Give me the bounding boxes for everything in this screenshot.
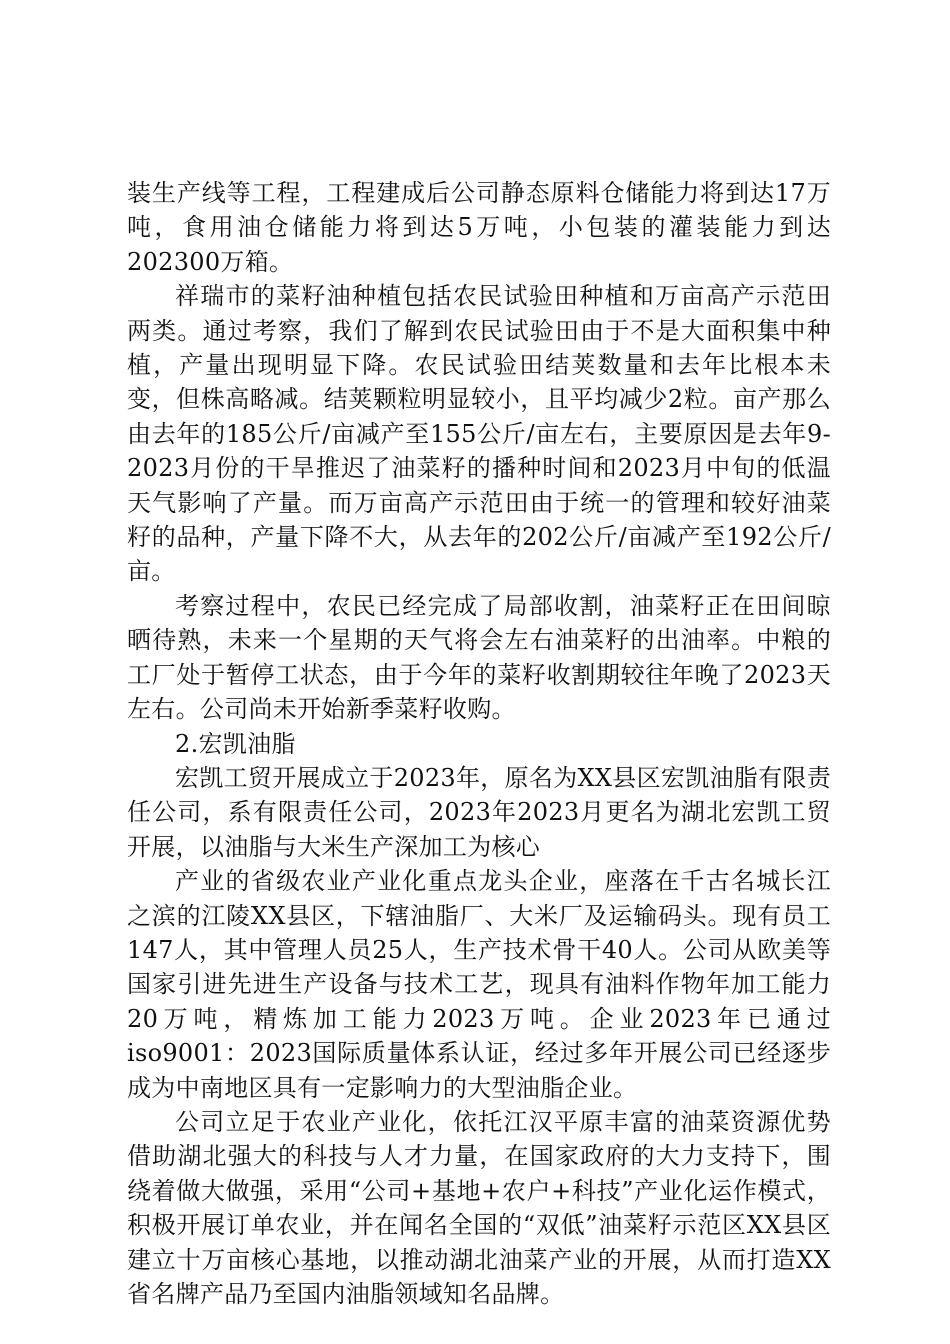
paragraph-company-strategy: 公司立足于农业产业化，依托江汉平原丰富的油菜资源优势借助湖北强大的科技与人才力量，在国家政府的大力支持下，围绕着做大做强，采用“公司+基地+农户+科技”产业化运作模式，积极开展订单农业，并在闻名全国的“双低”油菜籽示范区XX县区建立十万亩核心基地，以推动湖北油菜产业的开展，从而打造XX省名牌产品乃至国内油脂领域知名品牌。 bbox=[127, 1107, 831, 1308]
paragraph-rapeseed-planting: 祥瑞市的菜籽油种植包括农民试验田种植和万亩高产示范田两类。通过考察，我们了解到农民试验田由于不是大面积集中种植，产量出现明显下降。农民试验田结荚数量和去年比根本未变，但株高略减。结荚颗粒明显较小，且平均减少2粒。亩产那么由去年的185公斤/亩减产至155公斤/亩左右，主要原因是去年9-2023月份的干旱推迟了油菜籽的播种时间和2023月中旬的低温天气影响了产量。而万亩高产示范田由于统一的管理和较好油菜籽的品种，产量下降不大，从去年的202公斤/亩减产至192公斤/亩。 bbox=[127, 282, 831, 586]
paragraph-company-founding: 宏凯工贸开展成立于2023年，原名为XX县区宏凯油脂有限责任公司，系有限责任公司，2023年2023月更名为湖北宏凯工贸开展，以油脂与大米生产深加工为核心 bbox=[127, 763, 831, 861]
document-page bbox=[127, 176, 831, 1311]
paragraph-storage-capacity: 装生产线等工程，工程建成后公司静态原料仓储能力将到达17万吨，食用油仓储能力将到达5万吨，小包装的灌装能力到达202300万箱。 bbox=[127, 179, 831, 276]
paragraph-company-profile: 产业的省级农业产业化重点龙头企业，座落在千古名城长江之滨的江陵XX县区，下辖油脂厂、大米厂及运输码头。现有员工147人，其中管理人员25人，生产技术骨干40人。公司从欧美等国家引进先进生产设备与技术工艺，现具有油料作物年加工能力20万吨，精炼加工能力2023万吨。企业2023年已通过iso9001：2023国际质量体系认证，经过多年开展公司已经逐步成为中南地区具有一定影响力的大型油脂企业。 bbox=[127, 867, 831, 1102]
section-heading-hongkai: 2.宏凯油脂 bbox=[175, 729, 296, 758]
paragraph-inspection-process: 考察过程中，农民已经完成了局部收割，油菜籽正在田间晾晒待熟，未来一个星期的天气将会左右油菜籽的出油率。中粮的工厂处于暂停工状态，由于今年的菜籽收割期较往年晚了2023天左右。公司尚未开始新季菜籽收购。 bbox=[127, 591, 831, 724]
